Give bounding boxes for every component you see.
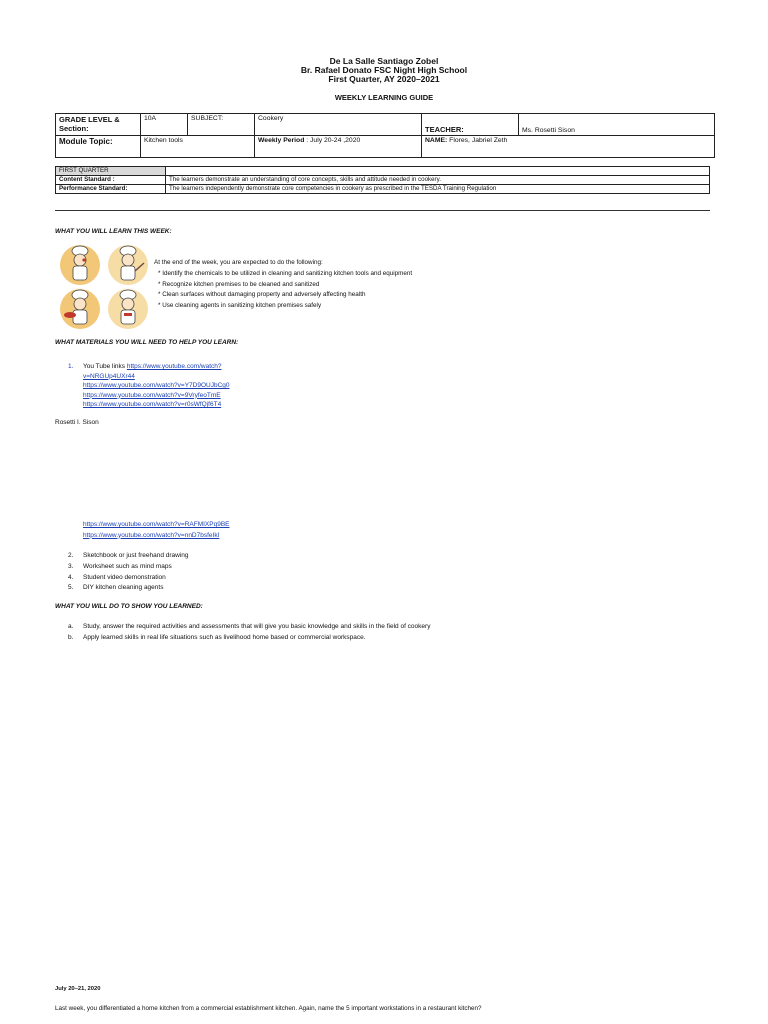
youtube-link[interactable]: https://www.youtube.com/watch?v=Y7D9OUJbCg0: [83, 382, 230, 389]
author-name: Rosetti I. Sison: [55, 419, 99, 426]
module-value: Kitchen tools: [141, 136, 255, 158]
grade-value: 10A: [141, 114, 188, 136]
name-label: NAME:: [425, 137, 448, 144]
objectives-list: [154, 269, 412, 312]
youtube-link[interactable]: https://www.youtube.com/watch?v=r0sWfQjf6T4: [83, 401, 222, 408]
content-standard-label: Content Standard :: [56, 176, 166, 185]
youtube-links-label: You Tube links: [83, 363, 126, 370]
list-item: b. Apply learned skills in real life situations such as livelihood home based or commercial workspace.: [68, 633, 366, 641]
content-standard-value: The learners demonstrate an understanding of core concepts, skills and attitude needed in cookery.: [166, 176, 710, 185]
list-item: 4. Student video demonstration: [68, 573, 166, 581]
objectives-intro: At the end of the week, you are expected to do the following:: [154, 259, 323, 266]
teacher-label: TEACHER:: [422, 114, 519, 136]
list-item: a. Study, answer the required activities and assessments that will give you basic knowledge and skills in the field of cookery: [68, 623, 431, 630]
more-links: [83, 520, 230, 541]
module-label: Module Topic:: [56, 136, 141, 158]
materials-list: [68, 551, 189, 594]
info-table: [55, 113, 715, 158]
list-item: 3. Worksheet such as mind maps: [68, 562, 172, 570]
list-item: 2. Sketchbook or just freehand drawing: [68, 552, 189, 559]
show-heading: WHAT YOU WILL DO TO SHOW YOU LEARNED:: [55, 603, 203, 610]
chef-clipart-icon: [58, 241, 150, 333]
quarter-line: First Quarter, AY 2020–2021: [328, 74, 440, 84]
weekly-value: : July 20-24 ,2020: [306, 137, 361, 144]
youtube-link[interactable]: https://www.youtube.com/watch?v=RAFMIXPq9BE: [83, 521, 230, 528]
quarter-blank: [166, 167, 710, 176]
item-number: 1.: [68, 363, 74, 370]
youtube-link[interactable]: https://www.youtube.com/watch?: [126, 363, 222, 370]
weekly-period-cell: [255, 136, 422, 158]
list-item: 5. DIY kitchen cleaning agents: [68, 584, 164, 592]
school-subname: Br. Rafael Donato FSC Night High School: [300, 65, 468, 75]
teacher-value: Ms. Rosetti Sison: [519, 114, 715, 136]
materials-heading: WHAT MATERIALS YOU WILL NEED TO HELP YOU LEARN:: [55, 339, 239, 346]
youtube-link[interactable]: https://www.youtube.com/watch?v=nnD7bsfeIkI: [83, 531, 220, 539]
weekly-label: Weekly Period: [258, 137, 305, 144]
performance-standard-label: Performance Standard:: [56, 185, 166, 194]
standards-table: [55, 166, 710, 194]
list-item: * Use cleaning agents in sanitizing kitchen premises safely: [158, 301, 412, 312]
footer-date: July 20–21, 2020: [55, 986, 101, 992]
name-value: Flores, Jabriel Zeth: [449, 137, 508, 144]
subject-label: SUBJECT:: [188, 114, 255, 136]
list-item: * Clean surfaces without damaging property and adversely affecting health: [158, 290, 412, 301]
divider: [55, 210, 710, 211]
student-name-cell: [422, 136, 715, 158]
youtube-link[interactable]: https://www.youtube.com/watch?v=9VryfeoTmE: [83, 391, 221, 399]
grade-label: GRADE LEVEL & Section:: [56, 114, 141, 136]
learning-objectives: [154, 258, 412, 312]
show-list: [68, 622, 430, 644]
performance-standard-value: The learners independently demonstrate core competencies in cookery as prescribed in the TESDA Training Regulation: [166, 185, 710, 194]
subject-value: Cookery: [255, 114, 422, 136]
school-name: De La Salle Santiago Zobel: [329, 56, 439, 66]
guide-title: WEEKLY LEARNING GUIDE: [334, 93, 434, 102]
list-item: * Identify the chemicals to be utilized in cleaning and sanitizing kitchen tools and equipment: [158, 269, 412, 280]
learn-heading: WHAT YOU WILL LEARN THIS WEEK:: [55, 228, 172, 235]
materials-item-1: [68, 362, 230, 410]
quarter-label: FIRST QUARTER: [56, 167, 166, 176]
last-week-question: Last week, you differentiated a home kitchen from a commercial establishment kitchen. Again, name the 5 important workstations in a restaurant kitchen?: [55, 1005, 482, 1012]
list-item: * Recognize kitchen premises to be cleaned and sanitized: [158, 280, 412, 291]
youtube-link[interactable]: v=NRGUp4UXr44: [83, 372, 135, 380]
